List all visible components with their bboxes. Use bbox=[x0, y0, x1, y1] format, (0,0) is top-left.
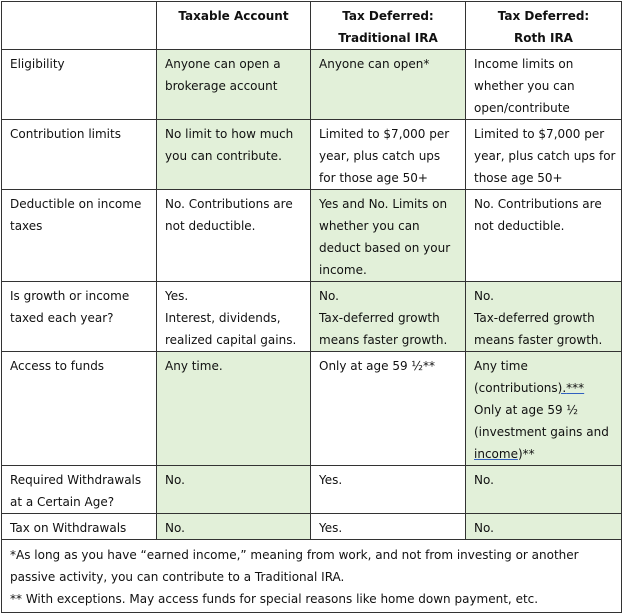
access-roth-text-c: *** bbox=[566, 381, 585, 395]
cell-growth-roth bbox=[466, 282, 622, 352]
cell-access-traditional: Only at age 59 ½** bbox=[311, 352, 466, 466]
cell-access-roth-contributions bbox=[474, 355, 616, 399]
table-row-access bbox=[2, 352, 622, 466]
cell-growth-taxable bbox=[157, 282, 311, 352]
cell-contribution-roth: Limited to $7,000 per year, plus catch ups for those age 50+ bbox=[466, 120, 622, 190]
comparison-table bbox=[1, 1, 622, 613]
cell-eligibility-traditional: Anyone can open* bbox=[311, 50, 466, 120]
footnotes-cell bbox=[2, 540, 622, 613]
cell-taxw-taxable: No. bbox=[157, 514, 311, 540]
cell-access-roth bbox=[466, 352, 622, 466]
header-traditional-line1: Tax Deferred: bbox=[342, 9, 434, 23]
cell-growth-taxable-answer: Yes. bbox=[165, 289, 189, 303]
header-roth-line2: Roth IRA bbox=[514, 31, 573, 45]
cell-access-taxable: Any time. bbox=[157, 352, 311, 466]
footnote-earned-income: *As long as you have “earned income,” meaning from work, and not from investing or another passive activity, you can contribute to a Traditional IRA. bbox=[10, 548, 579, 584]
cell-growth-traditional-answer: No. bbox=[319, 289, 339, 303]
cell-growth-traditional bbox=[311, 282, 466, 352]
cell-eligibility-taxable: Anyone can open a brokerage account bbox=[157, 50, 311, 120]
table-row-deductible bbox=[2, 190, 622, 282]
cell-rmd-taxable: No. bbox=[157, 466, 311, 514]
table-row-contribution-limits bbox=[2, 120, 622, 190]
table-row-tax-on-withdrawals bbox=[2, 514, 622, 540]
cell-growth-roth-detail: Tax-deferred growth means faster growth. bbox=[474, 311, 603, 347]
row-label-required-withdrawals: Required Withdrawals at a Certain Age? bbox=[2, 466, 157, 514]
row-label-deductible: Deductible on income taxes bbox=[2, 190, 157, 282]
cell-growth-traditional-detail: Tax-deferred growth means faster growth. bbox=[319, 311, 448, 347]
header-roth-line1: Tax Deferred: bbox=[497, 9, 590, 23]
cell-rmd-traditional: Yes. bbox=[311, 466, 466, 514]
cell-contribution-traditional: Limited to $7,000 per year, plus catch ups for those age 50+ bbox=[311, 120, 466, 190]
cell-rmd-roth: No. bbox=[466, 466, 622, 514]
cell-deductible-traditional: Yes and No. Limits on whether you can deduct based on your income. bbox=[311, 190, 466, 282]
access-roth-text-a: Any time (contributions bbox=[474, 359, 558, 395]
access-roth-text-b: ). bbox=[557, 381, 567, 395]
access-roth-text-d: Only at age 59 ½ (investment gains and bbox=[474, 403, 609, 439]
header-taxable-label: Taxable Account bbox=[178, 9, 289, 23]
header-traditional-ira bbox=[311, 2, 466, 50]
row-label-growth: Is growth or income taxed each year? bbox=[2, 282, 157, 352]
cell-access-roth-gains bbox=[474, 399, 616, 465]
row-label-access: Access to funds bbox=[2, 352, 157, 466]
table-row-footnotes bbox=[2, 540, 622, 613]
header-traditional-line2: Traditional IRA bbox=[338, 31, 438, 45]
cell-growth-roth-answer: No. bbox=[474, 289, 494, 303]
row-label-eligibility: Eligibility bbox=[2, 50, 157, 120]
access-roth-text-f: )** bbox=[517, 447, 535, 461]
access-roth-text-e: income bbox=[474, 447, 518, 461]
table-row-eligibility bbox=[2, 50, 622, 120]
header-roth-ira bbox=[466, 2, 622, 50]
header-taxable-account bbox=[157, 2, 311, 50]
cell-deductible-roth: No. Contributions are not deductible. bbox=[466, 190, 622, 282]
row-label-contribution-limits: Contribution limits bbox=[2, 120, 157, 190]
cell-growth-taxable-detail: Interest, dividends, realized capital gains. bbox=[165, 311, 297, 347]
table-row-growth bbox=[2, 282, 622, 352]
footnote-exceptions: ** With exceptions. May access funds for special reasons like home down payment, etc. bbox=[10, 592, 539, 606]
cell-eligibility-roth: Income limits on whether you can open/contribute bbox=[466, 50, 622, 120]
cell-taxw-traditional: Yes. bbox=[311, 514, 466, 540]
cell-taxw-roth: No. bbox=[466, 514, 622, 540]
cell-deductible-taxable: No. Contributions are not deductible. bbox=[157, 190, 311, 282]
header-row bbox=[2, 2, 622, 50]
cell-contribution-taxable: No limit to how much you can contribute. bbox=[157, 120, 311, 190]
table-row-required-withdrawals bbox=[2, 466, 622, 514]
header-corner bbox=[2, 2, 157, 50]
row-label-tax-on-withdrawals: Tax on Withdrawals bbox=[2, 514, 157, 540]
comparison-table-container bbox=[1, 1, 622, 613]
